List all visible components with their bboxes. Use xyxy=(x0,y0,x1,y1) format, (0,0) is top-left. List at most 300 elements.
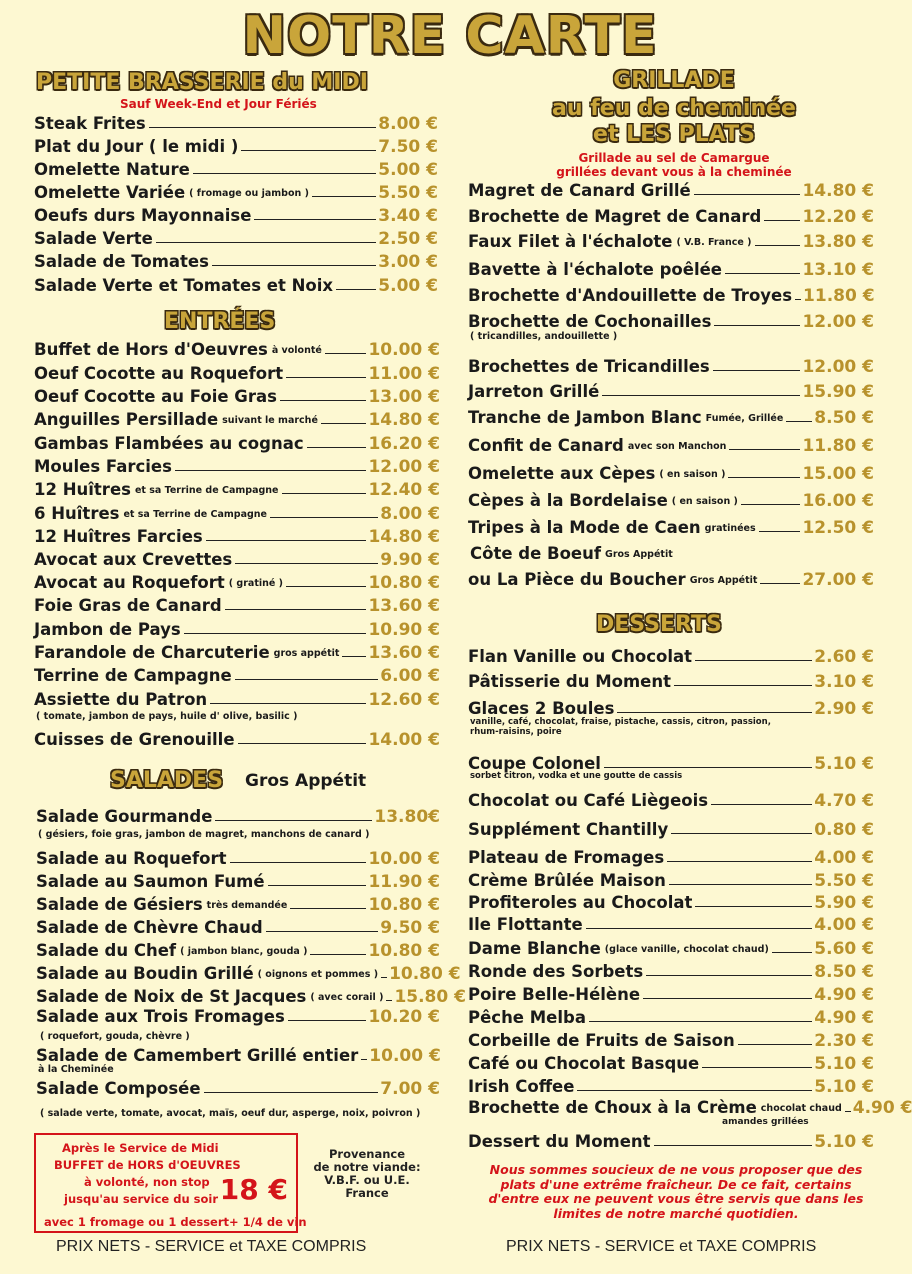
item-price: 9.50 € xyxy=(380,918,440,938)
menu-item-cote-de-boeuf xyxy=(470,540,673,564)
leader-line xyxy=(845,1111,851,1112)
item-name: Assiette du Patron xyxy=(34,690,208,709)
menu-item xyxy=(36,1042,440,1066)
item-name: Tranche de Jambon Blanc xyxy=(468,408,702,427)
item-name: Profiteroles au Chocolat xyxy=(468,893,693,912)
entrees-title: ENTRÉES xyxy=(164,309,276,334)
item-price: 13.60 € xyxy=(368,643,440,663)
leader-line xyxy=(312,196,376,197)
item-name: Flan Vanille ou Chocolat xyxy=(468,647,693,666)
menu-item xyxy=(34,453,440,477)
item-price: 11.80 € xyxy=(803,286,875,306)
item-price: 15.80 € xyxy=(394,987,466,1007)
item-note: (glace vanille, chocolat chaud) xyxy=(604,944,769,955)
leader-line xyxy=(728,477,800,478)
leader-line xyxy=(254,219,376,220)
provenance-line-3: V.B.F. ou U.E. xyxy=(324,1173,410,1187)
item-price: 5.10 € xyxy=(814,754,874,774)
menu-item xyxy=(468,404,874,428)
menu-item xyxy=(468,787,874,811)
leader-line xyxy=(577,1090,812,1091)
menu-item xyxy=(36,914,440,938)
item-note: à volonté xyxy=(271,345,322,356)
item-note: gros appétit xyxy=(273,648,340,659)
leader-line xyxy=(386,1000,392,1001)
leader-line xyxy=(184,633,367,634)
item-name: Farandole de Charcuterie xyxy=(34,643,270,662)
item-name: Salade Composée xyxy=(36,1079,201,1098)
item-price: 5.10 € xyxy=(814,1132,874,1152)
page-title: NOTRE CARTE xyxy=(242,6,658,66)
item-name: Salade au Boudin Grillé xyxy=(36,964,254,983)
item-price: 4.00 € xyxy=(814,848,874,868)
item-price: 3.40 € xyxy=(378,206,438,226)
item-price: 13.60 € xyxy=(368,596,440,616)
leader-line xyxy=(307,447,367,448)
item-price: 12.20 € xyxy=(802,207,874,227)
item-price: 15.90 € xyxy=(802,382,874,402)
buffet-line-2: BUFFET de HORS d'OEUVRES xyxy=(54,1158,241,1172)
leader-line xyxy=(206,540,367,541)
menu-item xyxy=(34,592,440,616)
item-name: Cuisses de Grenouille xyxy=(34,730,235,749)
cochonailles-description: ( tricandilles, andouillette ) xyxy=(470,331,618,342)
menu-item xyxy=(468,432,874,456)
item-name: Plat du Jour ( le midi ) xyxy=(34,137,239,156)
leader-line xyxy=(674,685,812,686)
menu-item xyxy=(34,476,440,500)
menu-item xyxy=(36,1075,440,1099)
leader-line xyxy=(230,862,367,863)
menu-item xyxy=(34,523,440,547)
menu-item xyxy=(468,1094,912,1118)
item-name: Salade de Tomates xyxy=(34,252,209,271)
leader-line xyxy=(156,242,376,243)
menu-item xyxy=(34,202,438,226)
colonel-description: sorbet citron, vodka et une goutte de cassis xyxy=(470,771,683,781)
footer-left: PRIX NETS - SERVICE et TAXE COMPRIS xyxy=(56,1238,367,1255)
item-price: 11.00 € xyxy=(368,364,440,384)
buffet-price: 18 € xyxy=(219,1173,288,1206)
leader-line xyxy=(204,1092,379,1093)
item-price: 10.00 € xyxy=(368,340,440,360)
leader-line xyxy=(193,173,376,174)
item-name: Omelette Nature xyxy=(34,160,190,179)
menu-item xyxy=(34,500,440,524)
item-name: Magret de Canard Grillé xyxy=(468,181,691,200)
item-name: Salade Verte et Tomates et Noix xyxy=(34,276,334,295)
item-price: 7.00 € xyxy=(380,1079,440,1099)
item-name: ou La Pièce du Boucher xyxy=(468,570,686,589)
glaces-description-1: vanille, café, chocolat, fraise, pistache, cassis, citron, passion, xyxy=(470,717,771,727)
item-price: 16.00 € xyxy=(802,491,874,511)
item-name: Buffet de Hors d'Oeuvres xyxy=(34,340,268,359)
menu-item xyxy=(468,935,874,959)
item-name: Brochette de Magret de Canard xyxy=(468,207,762,226)
item-name: Glaces 2 Boules xyxy=(468,699,615,718)
footer-right: PRIX NETS - SERVICE et TAXE COMPRIS xyxy=(506,1238,817,1255)
menu-item xyxy=(34,406,440,430)
salades-title: SALADES xyxy=(110,768,224,793)
item-price: 6.00 € xyxy=(380,666,440,686)
grillade-note-2: grillées devant vous à la cheminée xyxy=(556,165,792,179)
item-name: Salade aux Trois Fromages xyxy=(36,1007,285,1026)
item-price: 3.00 € xyxy=(378,252,438,272)
buffet-line-5: avec 1 fromage ou 1 dessert+ 1/4 de vin xyxy=(44,1215,307,1229)
leader-line xyxy=(210,703,366,704)
leader-line xyxy=(288,1020,367,1021)
item-price: 8.50 € xyxy=(814,962,874,982)
leader-line xyxy=(149,127,377,128)
item-name: Brochettes de Tricandilles xyxy=(468,357,710,376)
leader-line xyxy=(268,885,367,886)
leader-line xyxy=(654,1145,813,1146)
item-name: Plateau de Fromages xyxy=(468,848,665,867)
item-price: 15.00 € xyxy=(802,464,874,484)
item-price: 14.80 € xyxy=(802,181,874,201)
item-price: 13.80 € xyxy=(802,232,874,252)
item-price: 12.00 € xyxy=(802,312,874,332)
leader-line xyxy=(643,998,812,999)
leader-line xyxy=(212,265,376,266)
menu-item xyxy=(468,958,874,982)
grillade-title-2: au feu de cheminée xyxy=(552,96,796,121)
menu-item xyxy=(468,228,874,252)
leader-line xyxy=(604,767,812,768)
item-price: 10.00 € xyxy=(369,1046,441,1066)
item-name: 6 Huîtres xyxy=(34,504,120,523)
leader-line xyxy=(714,325,800,326)
item-note: très demandée xyxy=(206,900,288,911)
menu-item xyxy=(468,514,874,538)
item-name: Salade Verte xyxy=(34,229,153,248)
item-note: Fumée, Grillée xyxy=(705,413,784,424)
item-price: 12.60 € xyxy=(368,690,440,710)
leader-line xyxy=(667,861,812,862)
item-price: 4.90 € xyxy=(852,1098,912,1118)
item-price: 12.50 € xyxy=(802,518,874,538)
menu-item xyxy=(468,643,874,667)
item-name: Salade du Chef xyxy=(36,941,177,960)
leader-line xyxy=(175,470,367,471)
grillade-note-1: Grillade au sel de Camargue xyxy=(578,151,770,165)
item-name: Coupe Colonel xyxy=(468,754,601,773)
item-name: Confit de Canard xyxy=(468,436,624,455)
leader-line xyxy=(795,299,801,300)
leader-line xyxy=(325,353,367,354)
salades-subtitle: Gros Appétit xyxy=(245,771,367,791)
item-price: 10.90 € xyxy=(368,620,440,640)
choux-description: amandes grillées xyxy=(722,1117,809,1127)
menu-item xyxy=(468,1004,874,1028)
item-name: Salade de Gésiers xyxy=(36,895,203,914)
meat-provenance xyxy=(312,1148,422,1200)
item-name: Brochette de Cochonailles xyxy=(468,312,712,331)
item-name: Salade au Saumon Fumé xyxy=(36,872,265,891)
item-name: Café ou Chocolat Basque xyxy=(468,1054,700,1073)
item-note: suivant le marché xyxy=(222,415,318,426)
item-name: Moules Farcies xyxy=(34,457,172,476)
item-name: Poire Belle-Hélène xyxy=(468,985,641,1004)
item-price: 27.00 € xyxy=(802,570,874,590)
item-name: Oeuf Cocotte au Roquefort xyxy=(34,364,284,383)
menu-item xyxy=(468,1050,874,1074)
item-price: 0.80 € xyxy=(814,820,874,840)
brasserie-note: Sauf Week-End et Jour Fériés xyxy=(120,97,317,111)
item-price: 11.90 € xyxy=(368,872,440,892)
leader-line xyxy=(671,833,812,834)
item-price: 5.10 € xyxy=(814,1077,874,1097)
leader-line xyxy=(286,586,366,587)
menu-item xyxy=(34,272,438,296)
item-note: ( avec corail ) xyxy=(310,992,384,1003)
grillade-title-1: GRILLADE xyxy=(613,68,735,93)
provenance-line-2: de notre viande: xyxy=(313,1160,421,1174)
menu-item xyxy=(468,889,874,913)
menu-item xyxy=(468,816,874,840)
menu-item xyxy=(468,282,874,306)
item-price: 14.80 € xyxy=(368,527,440,547)
leader-line xyxy=(760,583,800,584)
menu-item xyxy=(36,868,440,892)
buffet-line-4: jusqu'au service du soir xyxy=(64,1192,219,1206)
leader-line xyxy=(235,563,378,564)
item-name: Dame Blanche xyxy=(468,939,601,958)
item-name: Cèpes à la Bordelaise xyxy=(468,491,668,510)
item-price: 5.00 € xyxy=(378,160,438,180)
buffet-line-3: à volonté, non stop xyxy=(84,1175,210,1189)
item-name: Côte de Boeuf xyxy=(470,544,602,563)
item-name: Salade au Roquefort xyxy=(36,849,227,868)
leader-line xyxy=(695,906,812,907)
item-price: 13.00 € xyxy=(368,387,440,407)
item-name: Steak Frites xyxy=(34,114,146,133)
item-note: ( oignons et pommes ) xyxy=(257,969,379,980)
item-name: Oeufs durs Mayonnaise xyxy=(34,206,252,225)
menu-item xyxy=(468,177,874,201)
leader-line xyxy=(586,928,813,929)
leader-line xyxy=(772,952,813,953)
menu-item xyxy=(34,383,440,407)
menu-item xyxy=(34,110,438,134)
item-note: Gros Appétit xyxy=(689,575,758,586)
item-name: Jarreton Grillé xyxy=(468,382,600,401)
item-name: 12 Huîtres xyxy=(34,480,131,499)
leader-line xyxy=(310,954,366,955)
item-name: Chocolat ou Café Liègeois xyxy=(468,791,709,810)
menu-item xyxy=(468,695,874,719)
menu-item xyxy=(36,891,440,915)
gourmande-description: ( gésiers, foie gras, jambon de magret, manchons de canard ) xyxy=(38,829,370,840)
item-price: 16.20 € xyxy=(368,434,440,454)
menu-item xyxy=(34,225,438,249)
item-name: Bavette à l'échalote poêlée xyxy=(468,260,722,279)
item-name: Jambon de Pays xyxy=(34,620,181,639)
menu-item xyxy=(468,1027,874,1051)
menu-item xyxy=(36,845,440,869)
item-name: Faux Filet à l'échalote xyxy=(468,232,673,251)
menu-item xyxy=(468,668,874,692)
menu-item xyxy=(468,566,874,590)
leader-line xyxy=(241,150,376,151)
item-price: 13.80€ xyxy=(374,807,440,827)
item-price: 8.00 € xyxy=(380,504,440,524)
leader-line xyxy=(755,245,801,246)
desserts-title: DESSERTS xyxy=(596,612,722,637)
item-name: Salade de Camembert Grillé entier xyxy=(36,1046,359,1065)
leader-line xyxy=(738,1044,813,1045)
item-price: 14.80 € xyxy=(368,410,440,430)
item-price: 5.50 € xyxy=(814,871,874,891)
leader-line xyxy=(215,820,372,821)
menu-item xyxy=(468,378,874,402)
leader-line xyxy=(270,517,378,518)
item-name: 12 Huîtres Farcies xyxy=(34,527,203,546)
menu-item xyxy=(36,960,461,984)
item-note: et sa Terrine de Campagne xyxy=(123,509,268,520)
item-price: 10.80 € xyxy=(368,941,440,961)
item-price: 10.20 € xyxy=(368,1007,440,1027)
menu-item xyxy=(34,179,438,203)
menu-item xyxy=(36,937,440,961)
item-note: et sa Terrine de Campagne xyxy=(134,485,279,496)
menu-item xyxy=(468,1128,874,1152)
leader-line xyxy=(361,1059,367,1060)
item-price: 12.00 € xyxy=(802,357,874,377)
item-price: 5.50 € xyxy=(378,183,438,203)
item-name: Salade de Chèvre Chaud xyxy=(36,918,263,937)
item-name: Dessert du Moment xyxy=(468,1132,651,1151)
item-price: 4.90 € xyxy=(814,985,874,1005)
menu-item xyxy=(468,353,874,377)
leader-line xyxy=(759,531,801,532)
menu-item xyxy=(468,981,874,1005)
menu-item xyxy=(34,336,440,360)
item-name: Supplément Chantilly xyxy=(468,820,669,839)
menu-item xyxy=(34,686,440,710)
item-price: 12.00 € xyxy=(368,457,440,477)
menu-item xyxy=(34,156,438,180)
item-price: 10.80 € xyxy=(389,964,461,984)
item-price: 10.00 € xyxy=(368,849,440,869)
leader-line xyxy=(713,370,801,371)
item-name: Foie Gras de Canard xyxy=(34,596,222,615)
fromages-description: ( roquefort, gouda, chèvre ) xyxy=(40,1031,190,1042)
leader-line xyxy=(695,660,812,661)
menu-item xyxy=(34,360,440,384)
item-note: ( fromage ou jambon ) xyxy=(189,188,309,199)
leader-line xyxy=(336,289,376,290)
leader-line xyxy=(282,493,367,494)
item-note: gratinées xyxy=(704,523,756,534)
camembert-description: à la Cheminée xyxy=(38,1064,114,1075)
item-name: Tripes à la Mode de Caen xyxy=(468,518,701,537)
item-price: 5.60 € xyxy=(814,939,874,959)
menu-item xyxy=(468,308,874,332)
leader-line xyxy=(238,743,367,744)
item-price: 2.90 € xyxy=(814,699,874,719)
item-name: Crème Brûlée Maison xyxy=(468,871,666,890)
provenance-line-4: France xyxy=(345,1186,389,1200)
menu-item xyxy=(34,616,440,640)
leader-line xyxy=(225,609,367,610)
menu-item xyxy=(468,911,874,935)
glaces-description-2: rhum-raisins, poire xyxy=(470,727,562,737)
buffet-line-1: Après le Service de Midi xyxy=(62,1141,219,1155)
item-price: 4.70 € xyxy=(814,791,874,811)
menu-item xyxy=(36,1003,440,1027)
menu-item xyxy=(468,487,874,511)
item-price: 11.80 € xyxy=(802,436,874,456)
buffet-offer-box xyxy=(34,1133,307,1233)
item-name: Brochette de Choux à la Crème xyxy=(468,1098,757,1117)
leader-line xyxy=(290,908,366,909)
item-price: 4.00 € xyxy=(814,915,874,935)
item-name: Salade de Noix de St Jacques xyxy=(36,987,307,1006)
item-name: Terrine de Campagne xyxy=(34,666,232,685)
item-name: Omelette Variée xyxy=(34,183,186,202)
item-price: 14.00 € xyxy=(368,730,440,750)
leader-line xyxy=(280,400,367,401)
grillade-title-3: et LES PLATS xyxy=(593,122,755,147)
item-name: Ronde des Sorbets xyxy=(468,962,644,981)
item-price: 5.90 € xyxy=(814,893,874,913)
menu-item xyxy=(468,867,874,891)
freshness-disclaimer: Nous sommes soucieux de ne vous proposer que des plats d'une extrême fraîcheur. De ce fait, certains d'entre eux ne peuvent vous être servis que dans les limites de notre marché quotidien. xyxy=(488,1162,864,1221)
leader-line xyxy=(786,421,812,422)
item-price: 5.10 € xyxy=(814,1054,874,1074)
item-note: ( jambon blanc, gouda ) xyxy=(180,946,308,957)
item-name: Oeuf Cocotte au Foie Gras xyxy=(34,387,277,406)
item-name: Gambas Flambées au cognac xyxy=(34,434,304,453)
leader-line xyxy=(266,931,379,932)
item-price: 2.50 € xyxy=(378,229,438,249)
item-note: ( en saison ) xyxy=(659,469,726,480)
item-name: Corbeille de Fruits de Saison xyxy=(468,1031,735,1050)
leader-line xyxy=(764,220,800,221)
item-name: Avocat aux Crevettes xyxy=(34,550,233,569)
leader-line xyxy=(342,656,366,657)
item-name: Omelette aux Cèpes xyxy=(468,464,656,483)
composee-description: ( salade verte, tomate, avocat, maïs, oeuf dur, asperge, noix, poivron ) xyxy=(40,1108,421,1119)
leader-line xyxy=(589,1021,812,1022)
item-note: ( en saison ) xyxy=(671,496,738,507)
leader-line xyxy=(725,273,800,274)
leader-line xyxy=(741,504,801,505)
item-name: Irish Coffee xyxy=(468,1077,575,1096)
item-price: 2.30 € xyxy=(814,1031,874,1051)
menu-item xyxy=(34,662,440,686)
menu-item xyxy=(34,639,440,663)
item-price: 10.80 € xyxy=(368,895,440,915)
item-price: 2.60 € xyxy=(814,647,874,667)
item-name: Salade Gourmande xyxy=(36,807,213,826)
leader-line xyxy=(729,449,800,450)
item-price: 9.90 € xyxy=(380,550,440,570)
item-note: ( V.B. France ) xyxy=(676,237,752,248)
item-name: Pêche Melba xyxy=(468,1008,586,1027)
leader-line xyxy=(235,679,379,680)
leader-line xyxy=(711,804,812,805)
leader-line xyxy=(669,884,812,885)
item-price: 10.80 € xyxy=(368,573,440,593)
item-price: 13.10 € xyxy=(802,260,874,280)
provenance-line-1: Provenance xyxy=(328,1147,406,1161)
item-price: 3.10 € xyxy=(814,672,874,692)
item-name: Pâtisserie du Moment xyxy=(468,672,671,691)
leader-line xyxy=(381,977,387,978)
item-name: Brochette d'Andouillette de Troyes xyxy=(468,286,793,305)
